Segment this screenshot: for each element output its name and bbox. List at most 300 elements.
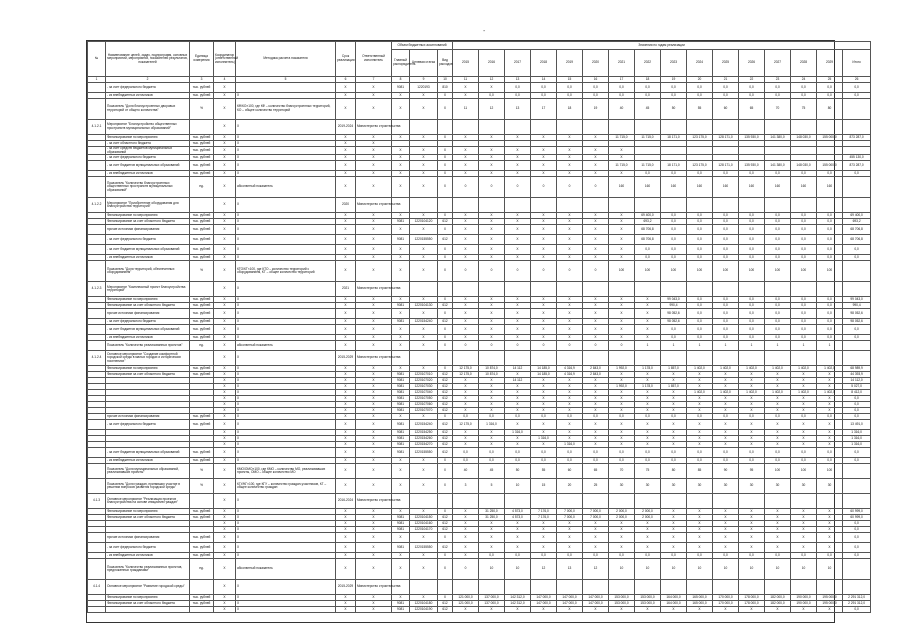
table-cell: 10 [817, 559, 843, 580]
table-cell: Х [817, 372, 843, 378]
table-cell: Х [479, 235, 505, 245]
table-cell: 9081 [392, 515, 410, 521]
table-cell: 70 [765, 99, 791, 120]
table-cell: 17 [531, 99, 557, 120]
table-cell: Мероприятие "Комплексный проект благоустройства территорий" [106, 282, 190, 297]
table-cell: 0,0 [687, 93, 713, 99]
table-cell: Х [214, 509, 236, 515]
table-cell: Х [356, 335, 392, 341]
col-header: Целевая статья [410, 50, 438, 77]
table-cell: Х [214, 83, 236, 93]
table-cell: Х [505, 521, 531, 527]
table-cell: тыс. рублей [190, 135, 214, 141]
table-cell [791, 580, 817, 595]
table-cell [88, 161, 106, 171]
table-cell: 0,0 [739, 303, 765, 309]
table-cell: Х [609, 213, 635, 219]
table-row [88, 309, 871, 319]
table-cell: Х [661, 408, 687, 414]
table-cell: Х [438, 93, 453, 99]
table-cell [479, 580, 505, 595]
table-cell: Х [214, 155, 236, 161]
table-cell: Х [236, 282, 336, 297]
table-cell: 11 715,0 [609, 135, 635, 141]
table-cell [410, 282, 438, 297]
table-cell: 4 316,9 [557, 366, 583, 372]
table-cell: Х [557, 384, 583, 390]
col-number-cell: 22 [739, 77, 765, 83]
table-cell: 0 [583, 261, 609, 282]
table-cell: 0,0 [713, 303, 739, 309]
table-cell: Х [236, 595, 336, 601]
table-cell: Финансирование по мероприятию [106, 297, 190, 303]
table-cell: Х [739, 408, 765, 414]
table-cell: 693,2 [635, 219, 661, 225]
table-cell: Х [765, 402, 791, 408]
table-cell: Х [336, 458, 356, 464]
table-cell: 164 000,0 [661, 601, 687, 607]
table-cell: Х [609, 390, 635, 396]
table-cell: 2 843,0 [583, 366, 609, 372]
table-cell: Х [438, 213, 453, 219]
table-cell: 873 287,0 [843, 135, 871, 141]
table-cell: 0 [479, 341, 505, 351]
table-cell: Х [336, 402, 356, 408]
table-cell: Х [392, 509, 410, 515]
table-cell: 0,0 [739, 245, 765, 255]
table-cell: Х [531, 147, 557, 155]
table-cell: Х [214, 120, 236, 135]
table-cell: 1220154260 [410, 436, 438, 442]
table-cell: Х [479, 390, 505, 396]
table-cell: 0,0 [765, 225, 791, 235]
table-cell: Х [687, 384, 713, 390]
table-row [88, 580, 871, 595]
table-cell: Х [410, 93, 438, 99]
table-cell: Х [557, 161, 583, 171]
table-cell: Х [687, 509, 713, 515]
table-cell: Х [336, 479, 356, 494]
table-cell: 612 [438, 601, 453, 607]
table-cell: Х [817, 533, 843, 543]
table-cell: 0,0 [817, 319, 843, 325]
table-cell: Х [410, 261, 438, 282]
table-cell: Х [336, 396, 356, 402]
table-cell: Х [505, 135, 531, 141]
table-cell: Х [791, 408, 817, 414]
table-cell: Х [236, 198, 336, 213]
table-cell: 9081 [392, 442, 410, 448]
table-cell: 65 [739, 99, 765, 120]
table-cell: тыс. рублей [190, 553, 214, 559]
table-cell: Показатель "Количество реализованных проектов, предложенных гражданами" [106, 559, 190, 580]
table-cell: Х [214, 219, 236, 225]
table-cell: 60 [557, 464, 583, 479]
table-cell: 0,0 [687, 255, 713, 261]
table-cell: 0,0 [661, 225, 687, 235]
table-cell: Х [453, 155, 479, 161]
table-cell [765, 494, 791, 509]
table-cell: 0,0 [765, 319, 791, 325]
table-cell: Х [531, 245, 557, 255]
table-cell: 1 992,0 [609, 384, 635, 390]
table-cell [817, 351, 843, 366]
table-cell: Х [410, 171, 438, 177]
table-cell: 1 [661, 341, 687, 351]
table-cell: Х [583, 402, 609, 408]
table-cell [88, 235, 106, 245]
table-cell: Х [410, 99, 438, 120]
table-cell: Х [453, 527, 479, 533]
table-cell: 100 [765, 261, 791, 282]
table-cell: Х [635, 607, 661, 613]
table-cell: Х [583, 325, 609, 335]
table-cell: Х [438, 366, 453, 372]
table-cell: Х [635, 408, 661, 414]
table-cell: Х [765, 543, 791, 553]
table-cell: Х [410, 147, 438, 155]
table-cell: Х [236, 509, 336, 515]
table-cell: Финансирование по мероприятию [106, 135, 190, 141]
table-cell: Х [336, 213, 356, 219]
table-cell: 95 [739, 464, 765, 479]
table-cell: Х [583, 408, 609, 414]
table-cell: 0,0 [713, 255, 739, 261]
table-cell: 0,0 [505, 83, 531, 93]
table-cell: 0,0 [791, 448, 817, 458]
col-number-cell: 16 [583, 77, 609, 83]
table-cell: Х [356, 396, 392, 402]
table-cell: Финансирование по мероприятию [106, 509, 190, 515]
table-cell [88, 464, 106, 479]
table-cell: Х [453, 396, 479, 402]
table-cell: 0,0 [687, 171, 713, 177]
table-cell: 0,0 [687, 448, 713, 458]
table-cell: 0,0 [739, 171, 765, 177]
table-cell [713, 198, 739, 213]
table-cell: Министерство строительства [356, 282, 392, 297]
table-cell [843, 494, 871, 509]
table-cell: 0,0 [817, 335, 843, 341]
table-cell: Х [236, 527, 336, 533]
table-cell: тыс. рублей [190, 509, 214, 515]
table-cell: Х [410, 335, 438, 341]
table-cell [88, 245, 106, 255]
table-cell: Х [791, 509, 817, 515]
table-cell: Х [531, 402, 557, 408]
table-cell: 0,0 [817, 325, 843, 335]
table-cell: 25 [583, 479, 609, 494]
table-cell: Х [635, 402, 661, 408]
table-cell: Х [356, 515, 392, 521]
table-cell: Х [557, 402, 583, 408]
table-cell: 0,0 [661, 458, 687, 464]
table-cell [635, 120, 661, 135]
table-cell: 15 [531, 479, 557, 494]
table-cell: Х [336, 171, 356, 177]
table-cell: Х [392, 99, 410, 120]
table-cell: 0,0 [791, 414, 817, 420]
table-cell: Х [392, 458, 410, 464]
table-cell: Х [791, 543, 817, 553]
table-cell: Х [410, 595, 438, 601]
table-cell [190, 607, 214, 613]
table-cell: Х [531, 303, 557, 309]
table-cell: Х [236, 297, 336, 303]
table-cell: Х [410, 366, 438, 372]
col-header: 2016 [479, 50, 505, 77]
table-cell: 182 000,0 [765, 595, 791, 601]
table-cell: Х [739, 384, 765, 390]
table-cell: Х [356, 303, 392, 309]
table-cell: 0,0 [817, 414, 843, 420]
table-cell: Х [236, 120, 336, 135]
group-header-indicators: Значения по годам реализации [453, 42, 871, 50]
table-cell: Х [583, 297, 609, 303]
table-cell: 0,0 [739, 297, 765, 303]
table-cell: 0,0 [817, 255, 843, 261]
table-cell [505, 120, 531, 135]
table-cell: Х [392, 366, 410, 372]
table-cell: Х [336, 527, 356, 533]
table-cell: Х [214, 255, 236, 261]
table-cell: Х [791, 372, 817, 378]
table-cell: Х [557, 420, 583, 430]
table-cell: Х [791, 515, 817, 521]
table-cell: 0 [531, 261, 557, 282]
table-cell: тыс. рублей [190, 235, 214, 245]
table-cell [713, 120, 739, 135]
table-cell: тыс. рублей [190, 141, 214, 147]
table-cell: 2016-2024 [336, 494, 356, 509]
table-cell: Х [356, 177, 392, 198]
table-cell: - за счет федерального бюджета [106, 319, 190, 325]
table-cell: Х [356, 171, 392, 177]
table-cell: 4.1.3 [88, 494, 106, 509]
table-cell: 0 [453, 177, 479, 198]
table-cell: Министерство строительства [356, 351, 392, 366]
table-cell: 40 [609, 99, 635, 120]
table-cell [765, 282, 791, 297]
table-cell: Х [410, 553, 438, 559]
table-cell: Финансирование за счет областного бюджета [106, 372, 190, 378]
table-cell: Х [609, 430, 635, 436]
table-cell: Х [336, 83, 356, 93]
table-cell: Х [356, 553, 392, 559]
table-cell: 147 000,0 [531, 601, 557, 607]
table-cell: 10 [687, 559, 713, 580]
table-cell: 612 [438, 319, 453, 325]
table-cell: - из внебюджетных источников [106, 335, 190, 341]
table-cell: Х [236, 155, 336, 161]
table-cell [843, 120, 871, 135]
table-cell: Показатель "Доля благоустроенных дворовых территорий от общего количества" [106, 99, 190, 120]
table-cell: 153 000,0 [609, 595, 635, 601]
col-number-cell: 2 [106, 77, 190, 83]
col-number-cell: 26 [843, 77, 871, 83]
table-cell: Х [765, 533, 791, 543]
table-cell: КГУ/КГ×100, где КГУ – количество граждан-участников, КГ – общее количество граждан [236, 479, 336, 494]
table-cell: Х [791, 521, 817, 527]
table-cell: Х [609, 396, 635, 402]
table-cell: Х [661, 543, 687, 553]
table-cell: 1 402,0 [765, 366, 791, 372]
table-cell: 4.1.2.1 [88, 120, 106, 135]
table-cell: 0,0 [505, 448, 531, 458]
table-cell: Х [438, 225, 453, 235]
table-cell [661, 580, 687, 595]
table-cell: Х [453, 219, 479, 225]
table-cell: Х [453, 430, 479, 436]
table-cell: Х [214, 420, 236, 430]
col-number-cell: 21 [713, 77, 739, 83]
table-cell: 69 400,0 [843, 213, 871, 219]
table-cell: 1 402,0 [687, 366, 713, 372]
table-cell: Х [214, 402, 236, 408]
table-cell: 10 [791, 559, 817, 580]
table-cell: тыс. рублей [190, 225, 214, 235]
table-cell: 0,0 [479, 448, 505, 458]
table-cell: Х [214, 235, 236, 245]
table-cell: Х [557, 319, 583, 325]
table-cell: 18 171,0 [661, 135, 687, 141]
table-cell: Х [661, 533, 687, 543]
table-cell: 0,0 [531, 448, 557, 458]
table-cell: Х [505, 147, 531, 155]
table-cell: Х [583, 607, 609, 613]
table-cell: 0,0 [791, 255, 817, 261]
table-cell: 2020 [336, 198, 356, 213]
table-cell: 612 [438, 303, 453, 309]
table-cell: Х [479, 225, 505, 235]
table-cell: 30 [791, 479, 817, 494]
table-cell: Х [583, 378, 609, 384]
table-cell: Х [356, 414, 392, 420]
table-cell: 0,0 [687, 458, 713, 464]
table-cell: 10 [661, 559, 687, 580]
table-cell: 100 [791, 464, 817, 479]
table-cell: Х [453, 436, 479, 442]
table-cell: Х [479, 436, 505, 442]
table-cell: Х [817, 521, 843, 527]
table-cell: Х [505, 396, 531, 402]
table-cell: 0,0 [791, 245, 817, 255]
table-cell: Министерство строительства [356, 494, 392, 509]
table-cell: Х [505, 335, 531, 341]
table-cell: 0,0 [817, 225, 843, 235]
table-cell: 612 [438, 515, 453, 521]
table-cell: Х [557, 135, 583, 141]
table-cell: Х [236, 442, 336, 448]
table-cell: Х [236, 135, 336, 141]
table-cell: Х [356, 479, 392, 494]
table-cell: 0,0 [791, 83, 817, 93]
table-cell: Х [557, 378, 583, 384]
table-cell: Х [214, 351, 236, 366]
table-cell: 9081 [392, 303, 410, 309]
table-cell: 0,0 [843, 335, 871, 341]
table-cell: 10 [609, 559, 635, 580]
table-cell: тыс. рублей [190, 161, 214, 171]
table-cell: 155 000,0 [817, 161, 843, 171]
table-cell: 10 874,0 [479, 366, 505, 372]
table-cell: 1 178,0 [635, 384, 661, 390]
table-cell: Х [661, 436, 687, 442]
table-cell: 0,0 [479, 414, 505, 420]
table-cell: 90 [713, 464, 739, 479]
table-cell: 0,0 [739, 553, 765, 559]
table-cell: 0,0 [765, 171, 791, 177]
table-cell: Х [214, 533, 236, 543]
table-cell [843, 147, 871, 155]
table-cell: Х [713, 521, 739, 527]
table-cell: Х [765, 515, 791, 521]
table-cell: Х [609, 303, 635, 309]
table-cell: Х [687, 420, 713, 430]
table-cell: - за счет средств бюджетов муниципальных образований [106, 147, 190, 155]
table-cell: Х [557, 155, 583, 161]
table-cell: Х [791, 402, 817, 408]
table-cell: Х [635, 442, 661, 448]
table-cell [687, 198, 713, 213]
table-cell: 14 112 [505, 378, 531, 384]
table-row [88, 448, 871, 458]
col-header: 2025 [713, 50, 739, 77]
table-cell: 1220107030 [410, 384, 438, 390]
table-cell: Х [531, 390, 557, 396]
table-cell: 0 [453, 559, 479, 580]
program-table [87, 41, 871, 613]
table-cell [843, 99, 871, 120]
table-cell [739, 147, 765, 155]
table-cell: 75 [635, 464, 661, 479]
col-header: 2027 [765, 50, 791, 77]
table-cell: 100 [817, 464, 843, 479]
table-cell: 1 [791, 341, 817, 351]
table-cell: 0,0 [765, 255, 791, 261]
table-cell [791, 147, 817, 155]
table-row [88, 282, 871, 297]
table-cell [531, 351, 557, 366]
table-cell: 98 052,6 [661, 319, 687, 325]
table-cell: Х [410, 414, 438, 420]
table-cell: Х [479, 219, 505, 225]
table-cell: Х [557, 309, 583, 319]
table-cell: Х [356, 225, 392, 235]
table-cell: Х [531, 533, 557, 543]
table-cell: Х [392, 147, 410, 155]
table-cell: Х [236, 553, 336, 559]
table-cell: 0,0 [713, 335, 739, 341]
table-cell: 14 185,0 [531, 372, 557, 378]
table-cell: Х [356, 378, 392, 384]
table-cell: 30 [765, 479, 791, 494]
table-cell: Х [336, 420, 356, 430]
table-cell: Х [505, 245, 531, 255]
table-cell: Х [214, 543, 236, 553]
table-cell [661, 494, 687, 509]
table-cell: Министерство строительства [356, 580, 392, 595]
table-cell: 1220104190 [410, 607, 438, 613]
table-cell: Х [505, 390, 531, 396]
table-cell: 0 [557, 177, 583, 198]
table-cell: 0,0 [635, 171, 661, 177]
table-cell: Х [609, 527, 635, 533]
table-cell: ед. [190, 177, 214, 198]
table-cell: 155 000,0 [817, 135, 843, 141]
table-cell: Х [505, 533, 531, 543]
table-cell: Х [336, 219, 356, 225]
